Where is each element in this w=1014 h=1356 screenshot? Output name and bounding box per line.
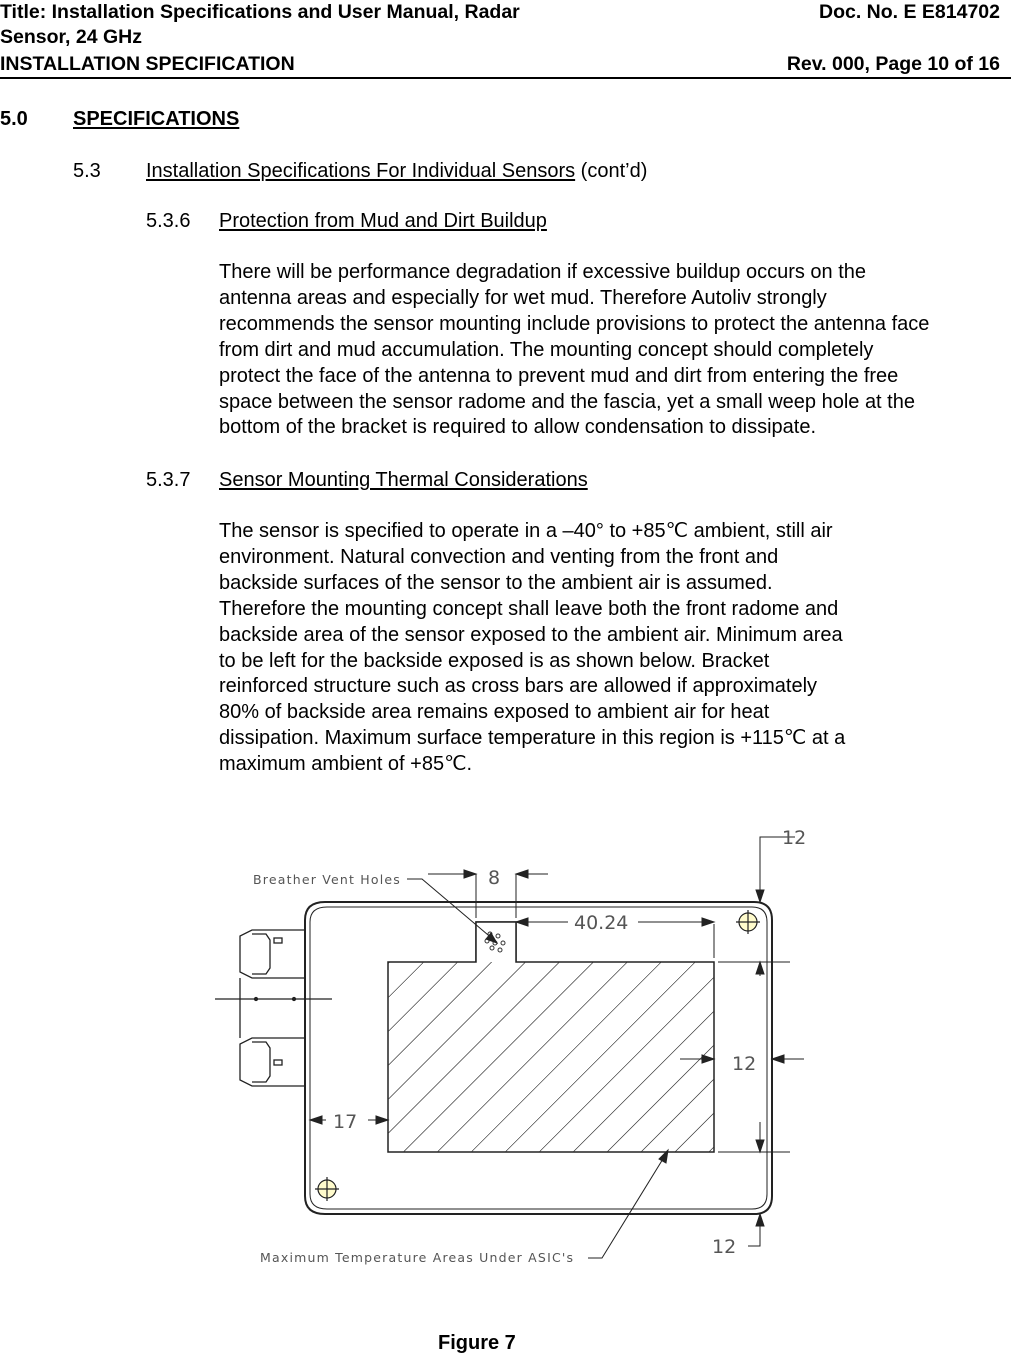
subsection-title: Installation Specifications For Individual Sensors — [146, 160, 576, 182]
dim-width: 40.24 — [574, 912, 629, 934]
subsection-heading — [146, 158, 647, 184]
paragraph-line: There will be performance degradation if excessive buildup occurs on the — [219, 261, 867, 283]
section-number: 5.0 — [0, 108, 28, 130]
item-5-3-7-number: 5.3.7 — [146, 469, 191, 491]
paragraph-line: environment. Natural convection and venting from the front and — [219, 545, 779, 568]
max-temperature-label: Maximum Temperature Areas Under ASIC's — [260, 1250, 575, 1265]
item-5-3-6-number: 5.3.6 — [146, 210, 191, 232]
paragraph-line: backside surfaces of the sensor to the ambient air is assumed. — [219, 571, 773, 594]
item-5-3-7-paragraph — [219, 519, 845, 778]
header-section-name: INSTALLATION SPECIFICATION — [0, 53, 295, 75]
item-5-3-6-paragraph — [219, 260, 929, 441]
paragraph-line: protect the face of the antenna to prevent mud and dirt from entering the free — [219, 364, 899, 387]
paragraph-line: bottom of the bracket is required to allow condensation to dissipate. — [219, 416, 817, 439]
item-5-3-6-title: Protection from Mud and Dirt Buildup — [219, 210, 547, 232]
subsection-number: 5.3 — [73, 160, 101, 182]
paragraph-line: space between the sensor radome and the fascia, yet a small weep hole at the — [219, 390, 915, 413]
paragraph-line: dissipation. Maximum surface temperature in this region is +115℃ at a — [219, 727, 846, 750]
paragraph-line: The sensor is specified to operate in a –40° to +85℃ ambient, still air — [219, 520, 833, 542]
paragraph-line: backside area of the sensor exposed to the ambient air. Minimum area — [219, 623, 843, 646]
item-5-3-7-title: Sensor Mounting Thermal Considerations — [219, 469, 588, 491]
paragraph-line: Therefore the mounting concept shall leave both the front radome and — [219, 597, 839, 620]
mounting-hole-bottom-left — [315, 1177, 339, 1201]
paragraph-line: from dirt and mud accumulation. The mounting concept should completely — [219, 338, 874, 361]
header-doc-number: Doc. No. E E814702 — [818, 1, 1000, 23]
mounting-hole-top-right — [736, 910, 760, 934]
subsection-suffix: (cont’d) — [575, 160, 648, 182]
paragraph-line: to be left for the backside exposed is as shown below. Bracket — [219, 649, 770, 672]
paragraph-line: recommends the sensor mounting include provisions to protect the antenna face — [219, 312, 930, 335]
breather-vent-label: Breather Vent Holes — [253, 872, 402, 887]
paragraph-line: maximum ambient of +85℃. — [219, 753, 473, 776]
header-title-line2: Sensor, 24 GHz — [0, 26, 142, 48]
dim-bottom-right: 12 — [712, 1236, 737, 1258]
figure-7-drawing — [200, 812, 820, 1282]
connector — [215, 930, 332, 1086]
paragraph-line: antenna areas and especially for wet mud. Therefore Autoliv strongly — [219, 286, 827, 309]
section-title: SPECIFICATIONS — [73, 108, 240, 130]
max-temperature-area — [388, 922, 714, 1152]
header-title-line1: Title: Installation Specifications and User Manual, Radar — [0, 1, 520, 23]
dim-right: 12 — [732, 1053, 757, 1075]
dim-vent-width: 8 — [488, 867, 501, 889]
paragraph-line: 80% of backside area remains exposed to ambient air for heat — [219, 701, 770, 724]
dim-left: 17 — [333, 1111, 358, 1133]
paragraph-line: reinforced structure such as cross bars are allowed if approximately — [219, 675, 818, 698]
header-rev-page: Rev. 000, Page 10 of 16 — [786, 53, 1000, 75]
header-divider — [0, 77, 1011, 79]
figure-caption: Figure 7 — [438, 1332, 516, 1354]
dim-top-right: 12 — [782, 827, 807, 849]
